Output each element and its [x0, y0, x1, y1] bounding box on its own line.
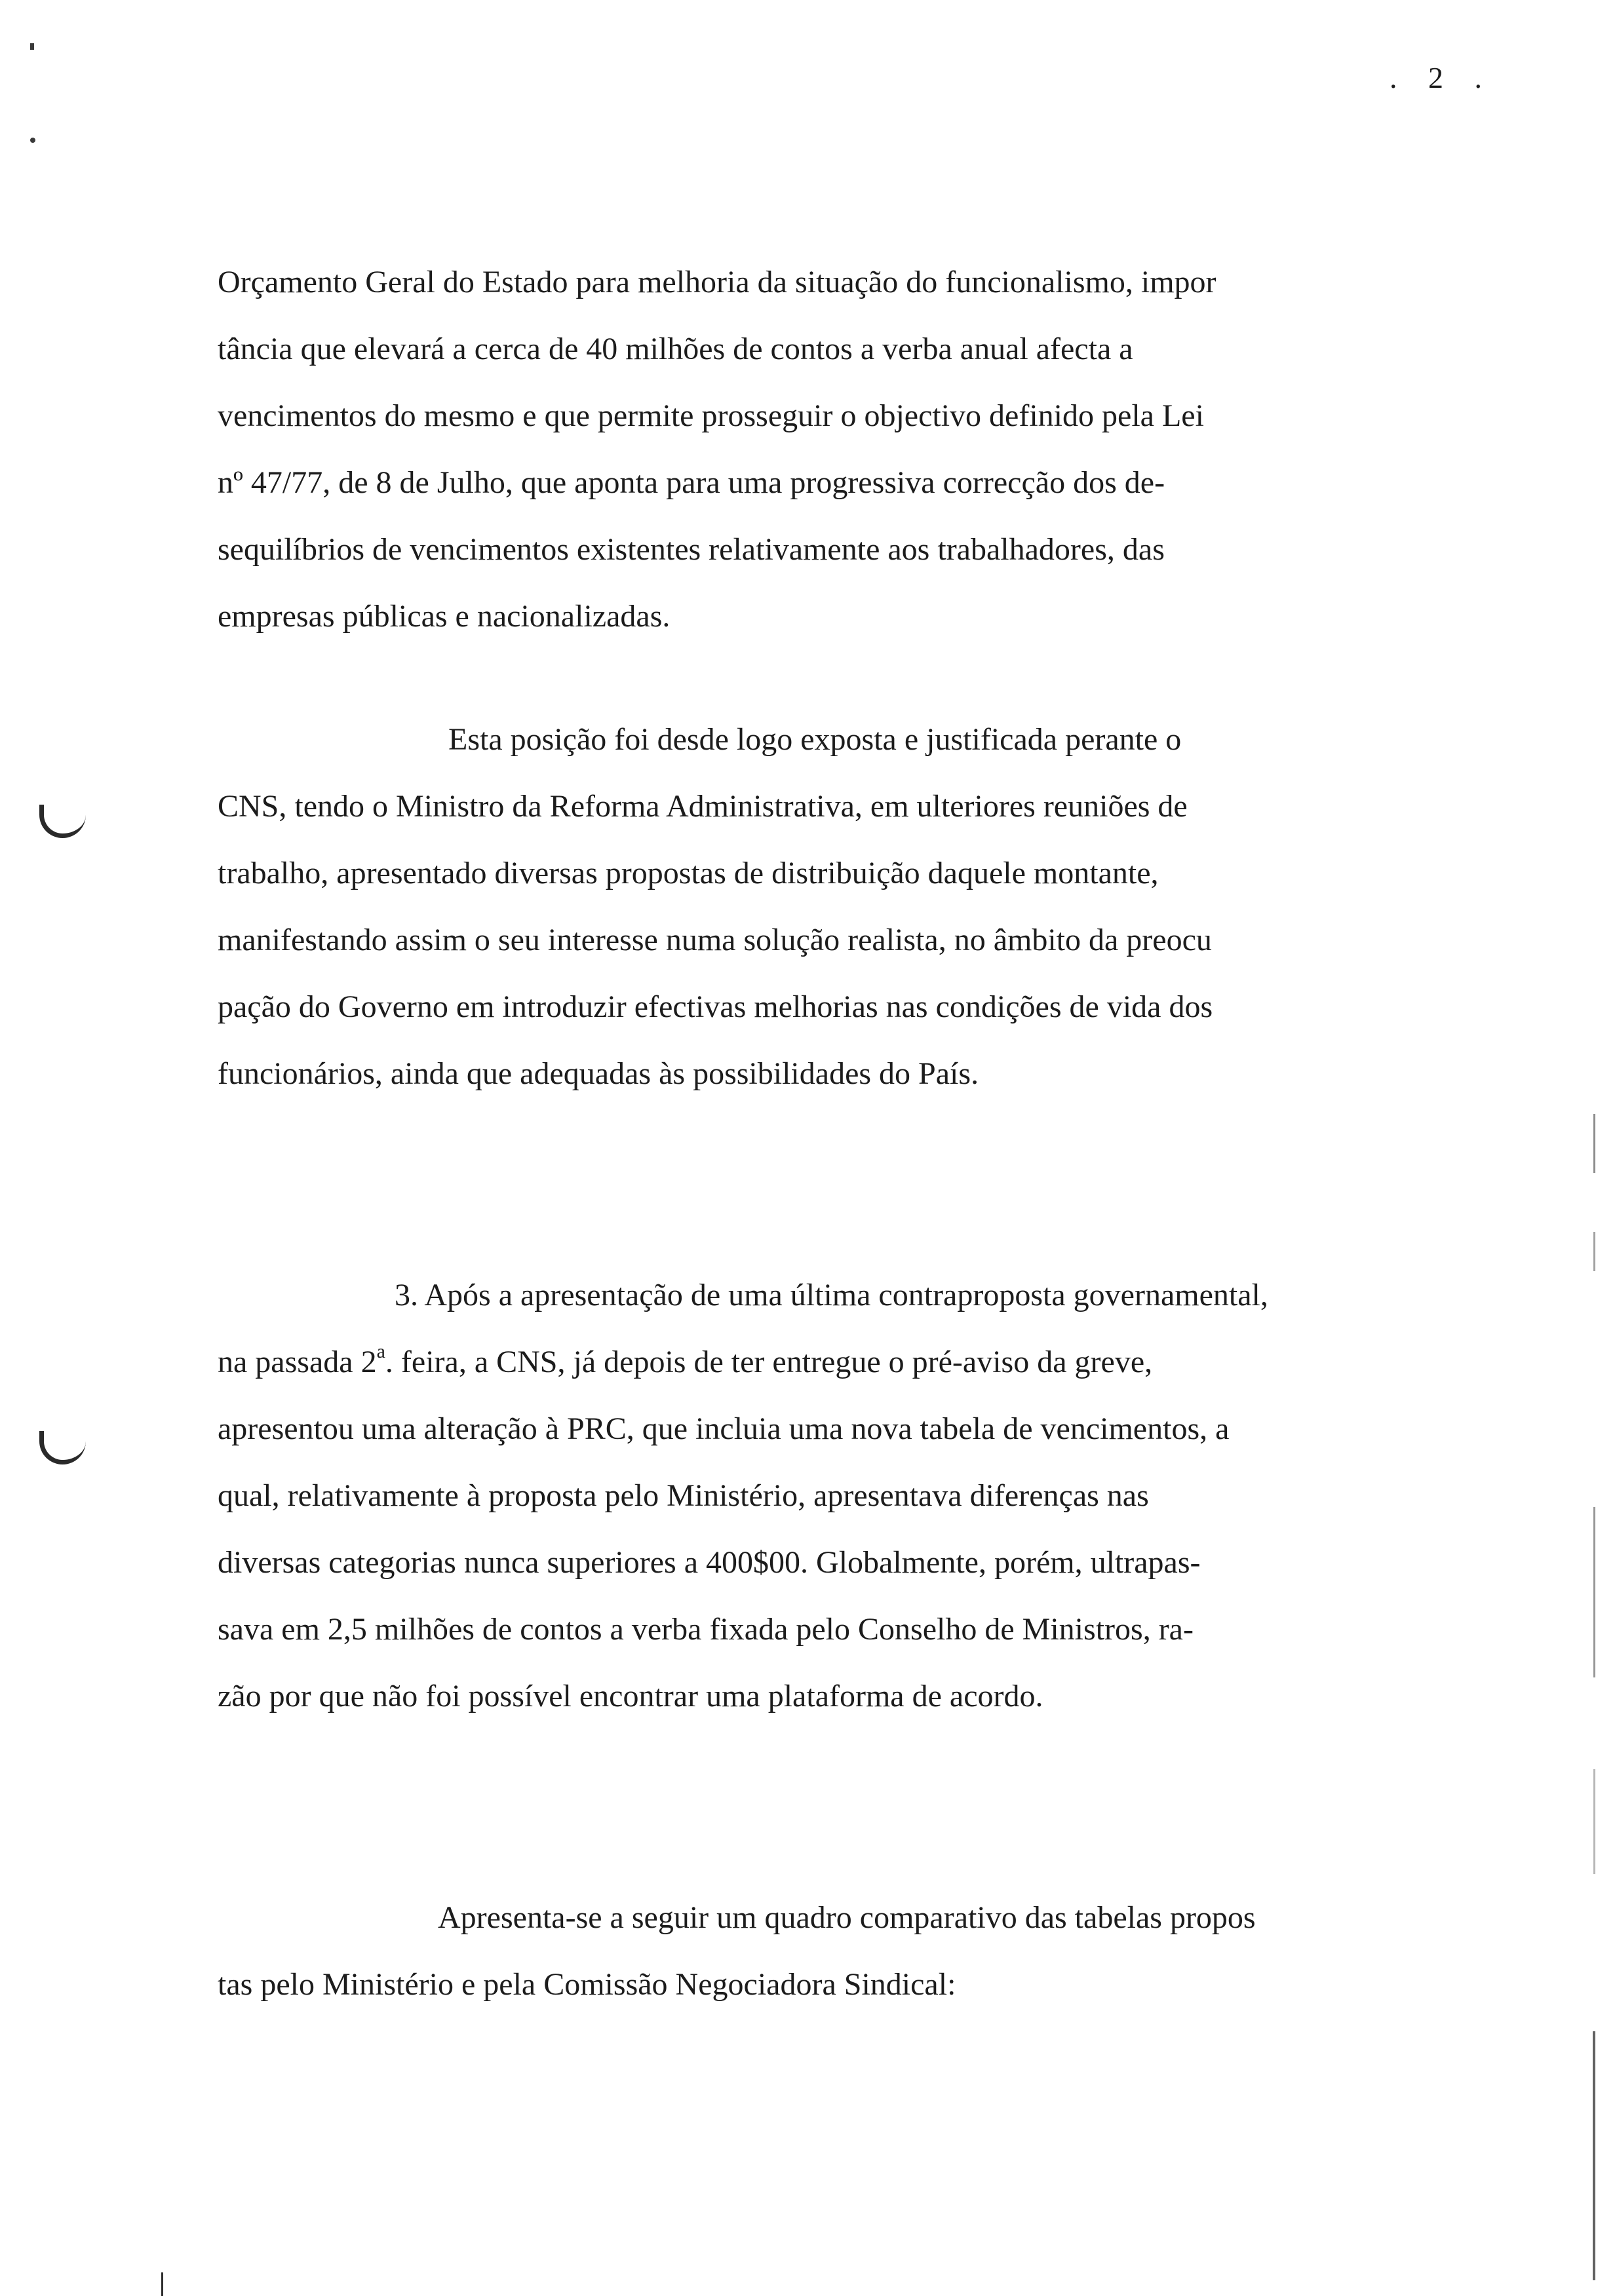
scan-edge-line [1593, 1232, 1595, 1271]
text-line: pação do Governo em introduzir efectivas melhorias nas condições de vida dos [218, 989, 1213, 1024]
text-line: funcionários, ainda que adequadas às possibilidades do País. [218, 1056, 979, 1091]
text-line: manifestando assim o seu interesse numa solução realista, no âmbito da preocu [218, 923, 1212, 957]
text-line: trabalho, apresentado diversas propostas de distribuição daquele montante, [218, 856, 1159, 890]
punch-hole-mark [39, 1431, 86, 1464]
text-line: Esta posição foi desde logo exposta e justificada perante o [448, 722, 1182, 757]
scan-edge-line [161, 2272, 163, 2296]
ordinal-superscript: a [376, 1341, 385, 1362]
text-line: 3. Após a apresentação de uma última contraproposta governamental, [395, 1278, 1268, 1312]
text-line: nº 47/77, de 8 de Julho, que aponta para uma progressiva correcção dos de- [218, 465, 1165, 500]
text-line: sava em 2,5 milhões de contos a verba fixada pelo Conselho de Ministros, ra- [218, 1612, 1194, 1647]
punch-hole-mark [39, 805, 86, 838]
scan-edge-line [1593, 1507, 1595, 1677]
text-line: CNS, tendo o Ministro da Reforma Administrativa, em ulteriores reuniões de [218, 789, 1188, 824]
scan-mark [30, 43, 34, 50]
scan-edge-line [1593, 1769, 1595, 1874]
page-number: . 2 . [1390, 61, 1494, 94]
text-line: Orçamento Geral do Estado para melhoria da situação do funcionalismo, impor [218, 265, 1216, 299]
paragraph-1 [218, 249, 1476, 650]
text-line: qual, relativamente à proposta pelo Ministério, apresentava diferenças nas [218, 1478, 1149, 1513]
text-line: vencimentos do mesmo e que permite prosseguir o objectivo definido pela Lei [218, 398, 1204, 433]
scan-mark [30, 138, 35, 143]
text-line: diversas categorias nunca superiores a 400$00. Globalmente, porém, ultrapas- [218, 1545, 1201, 1580]
text-line: tância que elevará a cerca de 40 milhões de contos a verba anual afecta a [218, 332, 1133, 366]
text-line: apresentou uma alteração à PRC, que incluia uma nova tabela de vencimentos, a [218, 1411, 1230, 1446]
document-body [218, 249, 1476, 2018]
text-line: Apresenta-se a seguir um quadro comparativo das tabelas propos [438, 1900, 1256, 1935]
text-fragment: na passada 2 [218, 1345, 377, 1379]
scan-edge-line [1593, 1114, 1595, 1173]
paragraph-2 [218, 706, 1476, 1107]
scan-edge-line [1593, 2031, 1595, 2280]
text-line: empresas públicas e nacionalizadas. [218, 599, 671, 634]
text-line: zão por que não foi possível encontrar uma plataforma de acordo. [218, 1679, 1043, 1713]
paragraph-3 [218, 1262, 1476, 1730]
text-line: tas pelo Ministério e pela Comissão Negociadora Sindical: [218, 1967, 956, 2002]
text-fragment: . feira, a CNS, já depois de ter entregue o pré-aviso da greve, [385, 1345, 1153, 1379]
text-line [218, 1329, 1476, 1396]
text-line: sequilíbrios de vencimentos existentes relativamente aos trabalhadores, das [218, 532, 1165, 567]
paragraph-4 [218, 1885, 1476, 2018]
